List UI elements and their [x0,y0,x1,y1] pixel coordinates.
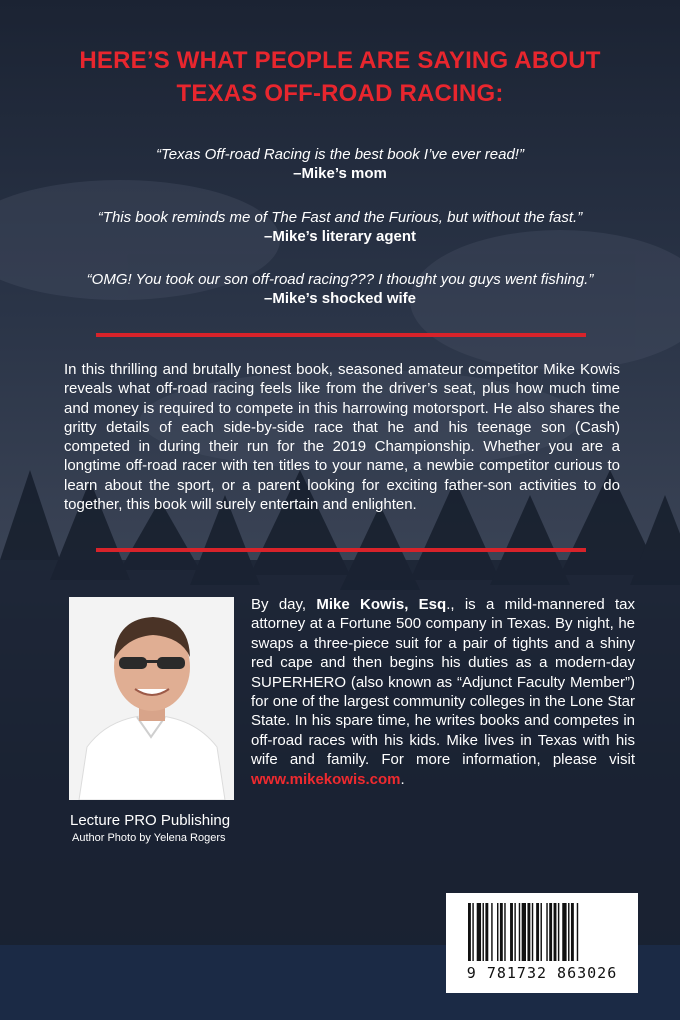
barcode-stripe [472,903,473,961]
barcode-bars [446,893,638,965]
barcode-stripe [483,903,484,961]
bio-end: . [400,770,405,788]
quote-2 [40,208,640,246]
barcode-stripe [546,903,547,961]
quote-text: “OMG! You took our son off-road racing??? I thought you guys went fishing.” [86,271,594,288]
barcode-stripe [568,903,569,961]
divider-top [96,333,586,337]
barcode-stripe [571,903,574,961]
barcode-stripe [532,903,533,961]
heading-line-2: TEXAS OFF-ROAD RACING: [176,80,504,107]
barcode-stripe [519,903,520,961]
author-bio [251,595,635,789]
barcode-stripe [468,903,471,961]
photo-credit: Author Photo by Yelena Rogers [72,832,226,844]
isbn-barcode [446,893,638,993]
barcode-stripe [522,903,526,961]
quote-attribution: –Mike’s mom [293,165,387,182]
barcode-stripe [541,903,542,961]
bio-intro: By day, [251,596,317,613]
barcode-stripe [491,903,492,961]
author-photo [69,597,234,800]
barcode-stripe [500,903,503,961]
quote-text: “Texas Off-road Racing is the best book I’ve ever read!” [156,146,524,163]
barcode-stripe [514,903,515,961]
book-description: In this thrilling and brutally honest book, seasoned amateur competitor Mike Kowis reveals what off-road racing feels like from the driver’s seat, plus how much time and money is required to compete in this harrowing motorsport. He also shares the gritty details of each side-by-side race that he and his teenage son (Cash) competed in during their run for the 2019 Championship. Whether you are a longtime off-road racer with ten titles to your name, a newbie competitor curious to learn about the sport, or a parent looking for exciting father-son activities to do together, this book will surely entertain and enlighten. [64,361,620,514]
barcode-stripe [536,903,539,961]
quote-text: “This book reminds me of The Fast and the Furious, but without the fast.” [97,209,583,226]
barcode-stripe [554,903,557,961]
author-name: Mike Kowis, Esq [316,596,447,613]
quote-1 [40,145,640,183]
barcode-stripe [562,903,566,961]
bio-text: ., is a mild-mannered tax attorney at a Fortune 500 company in Texas. By night, he swaps a three-piece suit for a pair of tights and a shiny red cape and then begins his duties as a modern-day SUPERHERO (also known as “Adjunct Faculty Member”) for one of the largest community colleges in the Lone Star State. In his spare time, he writes books and competes in off-road races with his kids. Mike lives in Texas with his wife and family. For more information, please visit [251,596,635,769]
heading-line-1: HERE’S WHAT PEOPLE ARE SAYING ABOUT [79,47,601,74]
quote-attribution: –Mike’s literary agent [263,228,416,245]
barcode-stripe [485,903,488,961]
quote-attribution: –Mike’s shocked wife [263,290,416,307]
barcode-stripe [504,903,505,961]
isbn-digits: 9 781732 863026 [466,964,618,982]
barcode-stripe [510,903,513,961]
divider-bottom [96,548,586,552]
barcode-stripe [477,903,481,961]
barcode-stripe [527,903,530,961]
barcode-stripe [549,903,552,961]
barcode-stripe [558,903,559,961]
publisher-name: Lecture PRO Publishing [70,812,231,829]
quote-3 [40,270,640,308]
reviews-heading [40,44,640,110]
barcode-stripe [497,903,498,961]
author-website-link[interactable]: www.mikekowis.com [251,770,401,788]
barcode-stripe [577,903,578,961]
